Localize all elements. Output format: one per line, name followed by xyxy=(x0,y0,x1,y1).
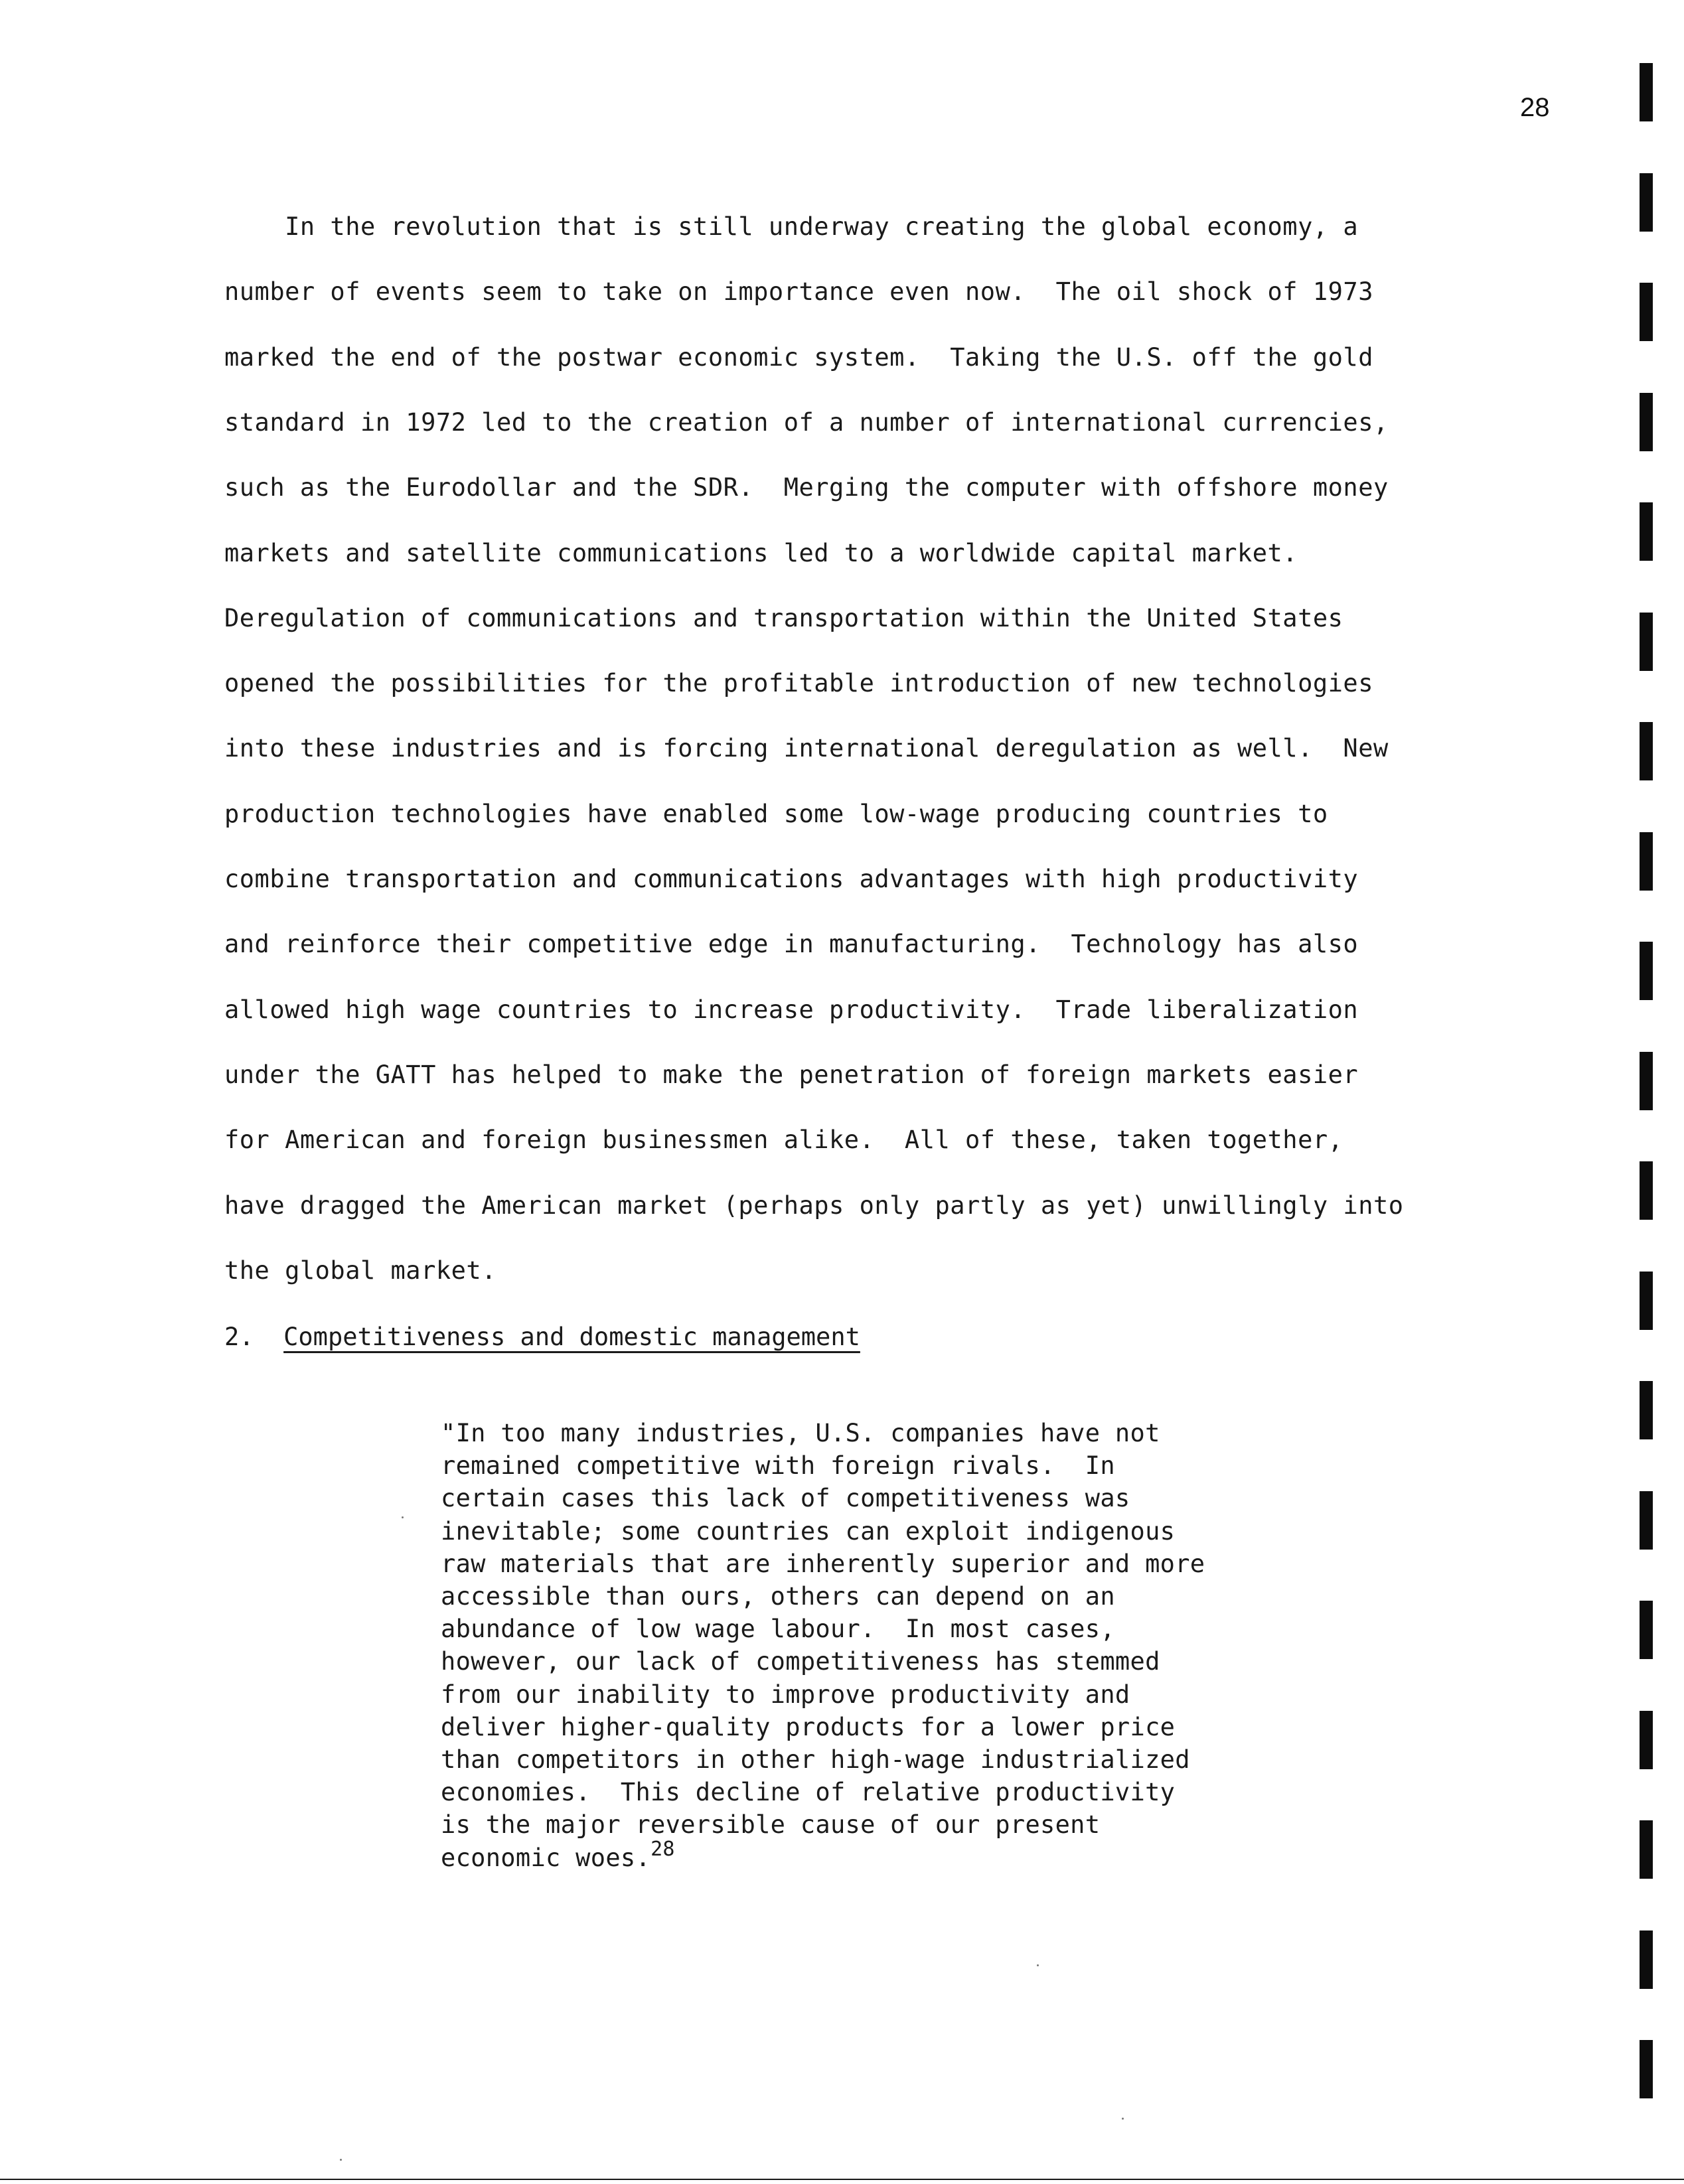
scan-bar xyxy=(1640,283,1653,341)
scan-bar xyxy=(1640,63,1653,121)
body-line: combine transportation and communications advantages with high productivity xyxy=(224,865,1359,893)
body-line: standard in 1972 led to the creation of a number of international currencies, xyxy=(224,407,1389,437)
scan-speck xyxy=(340,2159,342,2161)
quote-line: is the major reversible cause of our present xyxy=(441,1810,1101,1840)
section-heading xyxy=(224,1323,860,1351)
scan-bar xyxy=(1640,393,1653,451)
footnote-ref: 28 xyxy=(651,1837,675,1861)
scan-bar xyxy=(1640,1601,1653,1659)
body-line: the global market. xyxy=(224,1256,497,1285)
quote-line: inevitable; some countries can exploit indigenous xyxy=(441,1516,1176,1546)
quote-line-text: economic woes. xyxy=(441,1843,651,1872)
scan-bar xyxy=(1640,942,1653,1000)
body-line: marked the end of the postwar economic system. Taking the U.S. off the gold xyxy=(224,342,1373,372)
scan-bar xyxy=(1640,722,1653,780)
body-line: and reinforce their competitive edge in manufacturing. Technology has also xyxy=(224,930,1359,959)
scan-bar xyxy=(1640,1272,1653,1330)
page-bottom-rule xyxy=(0,2179,1684,2180)
scan-bar xyxy=(1640,613,1653,671)
quote-line: however, our lack of competitiveness has stemmed xyxy=(441,1647,1160,1676)
scan-bar xyxy=(1640,1052,1653,1110)
scan-speck xyxy=(1037,1964,1039,1966)
page-number: 28 xyxy=(1520,93,1550,122)
body-line: number of events seem to take on importance even now. The oil shock of 1973 xyxy=(224,277,1373,307)
scan-bar xyxy=(1640,1491,1653,1550)
quote-line: from our inability to improve productivity and xyxy=(441,1680,1130,1709)
scan-bar xyxy=(1640,173,1653,232)
scan-bar xyxy=(1640,1161,1653,1220)
quote-line: raw materials that are inherently superior and more xyxy=(441,1549,1205,1578)
body-line: opened the possibilities for the profitable introduction of new technologies xyxy=(224,669,1373,698)
quote-line: deliver higher-quality products for a lower price xyxy=(441,1712,1176,1741)
body-line: have dragged the American market (perhaps only partly as yet) unwillingly into xyxy=(224,1191,1404,1220)
scan-speck xyxy=(402,1516,404,1518)
quote-line: remained competitive with foreign rivals. In xyxy=(441,1451,1115,1481)
quote-line: than competitors in other high-wage industrialized xyxy=(441,1745,1190,1774)
scan-bar xyxy=(1640,2040,1653,2098)
scan-speck xyxy=(1122,2118,1124,2120)
scan-bar xyxy=(1640,832,1653,891)
body-line: into these industries and is forcing international deregulation as well. New xyxy=(224,734,1389,763)
section-title: Competitiveness and domestic management xyxy=(283,1323,860,1351)
quote-line: accessible than ours, others can depend on an xyxy=(441,1582,1115,1611)
section-number: 2. xyxy=(224,1323,254,1351)
body-line: such as the Eurodollar and the SDR. Merging the computer with offshore money xyxy=(224,473,1389,502)
body-line: Deregulation of communications and transportation within the United States xyxy=(224,603,1343,632)
quote-line xyxy=(441,1837,675,1872)
body-line: under the GATT has helped to make the penetration of foreign markets easier xyxy=(224,1060,1359,1089)
quote-line: abundance of low wage labour. In most cases, xyxy=(441,1615,1115,1644)
body-line: for American and foreign businessmen alike. All of these, taken together, xyxy=(224,1126,1343,1155)
quote-line: certain cases this lack of competitiveness was xyxy=(441,1484,1130,1513)
body-line: In the revolution that is still underway creating the global economy, a xyxy=(224,212,1359,241)
scan-bar xyxy=(1640,502,1653,561)
body-line: production technologies have enabled some low-wage producing countries to xyxy=(224,799,1328,828)
body-line: markets and satellite communications led to a worldwide capital market. xyxy=(224,538,1298,567)
body-line: allowed high wage countries to increase productivity. Trade liberalization xyxy=(224,995,1359,1024)
scan-bar xyxy=(1640,1711,1653,1769)
scan-bar xyxy=(1640,1381,1653,1439)
quote-line: economies. This decline of relative productivity xyxy=(441,1778,1176,1807)
scan-bar xyxy=(1640,1930,1653,1989)
quote-line: "In too many industries, U.S. companies have not xyxy=(441,1419,1160,1447)
scan-bar xyxy=(1640,1820,1653,1879)
